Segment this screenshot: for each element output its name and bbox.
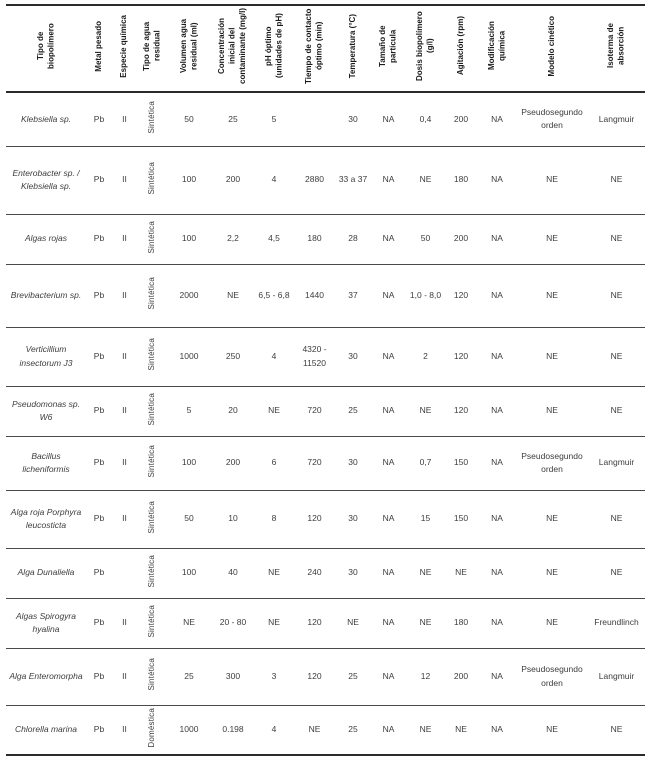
- column-header-temperature: [336, 5, 370, 92]
- cell-temperature: 30: [348, 567, 358, 578]
- cell-optimal-ph: NE: [268, 617, 280, 628]
- wastewater-type-vertical-label: Sintética: [146, 100, 156, 134]
- cell-heavy-metal: Pb: [93, 405, 105, 416]
- cell-contact-time: 720: [307, 405, 322, 416]
- column-header-label: Modificación química: [486, 21, 506, 71]
- cell-wastewater-type: [137, 327, 167, 386]
- cell-chemical-species: II: [122, 513, 127, 524]
- cell-chemical-modification: NA: [491, 289, 503, 300]
- cell-temperature: 25: [348, 670, 358, 681]
- cell-water-volume: 2000: [179, 289, 199, 300]
- cell-chemical-species: II: [122, 457, 127, 468]
- column-header-label: Volumen agua residual (ml): [178, 18, 198, 74]
- cell-heavy-metal: Pb: [93, 233, 105, 244]
- cell-absorption-isotherm: NE: [610, 567, 623, 578]
- cell-water-volume: 5: [186, 405, 192, 416]
- column-header-contact-time: [293, 5, 336, 92]
- cell-particle-size: NA: [382, 724, 395, 735]
- cell-absorption-isotherm: NE: [610, 233, 623, 244]
- cell-biopolymer-dose: 0,4: [419, 113, 432, 124]
- column-header-agitation: [444, 5, 478, 92]
- column-header-water-volume: [167, 5, 211, 92]
- cell-optimal-ph: NE: [268, 405, 280, 416]
- cell-temperature: 30: [348, 350, 358, 361]
- cell-particle-size: NA: [382, 670, 395, 681]
- cell-agitation: 120: [453, 289, 469, 300]
- column-header-label: Dosis biopolímero (g/l): [415, 11, 435, 81]
- table-row: [6, 92, 645, 146]
- cell-heavy-metal: Pb: [93, 457, 105, 468]
- column-header-label: Isoterma de absorción: [606, 23, 626, 69]
- cell-biopolymer-type: Brevibacterium sp.: [10, 289, 82, 300]
- wastewater-type-vertical-label: Sintética: [146, 554, 156, 588]
- table-row: [6, 436, 645, 490]
- wastewater-type-vertical-label: Doméstica: [146, 707, 156, 748]
- cell-particle-size: NA: [382, 350, 395, 361]
- cell-contact-time: NE: [308, 724, 321, 735]
- cell-contact-time: 120: [307, 513, 322, 524]
- cell-temperature: 30: [348, 113, 358, 124]
- cell-contact-time: 2880: [305, 174, 324, 185]
- table-row: [6, 490, 645, 548]
- cell-optimal-ph: 4: [271, 174, 277, 185]
- cell-particle-size: NA: [382, 457, 395, 468]
- cell-wastewater-type: [137, 436, 167, 490]
- cell-kinetic-model: NE: [546, 724, 558, 735]
- cell-particle-size: NA: [382, 174, 395, 185]
- cell-particle-size: NA: [382, 617, 395, 628]
- column-header-chemical-modification: [478, 5, 516, 92]
- cell-agitation: NE: [455, 567, 467, 578]
- cell-chemical-modification: NA: [491, 233, 503, 244]
- cell-absorption-isotherm: NE: [610, 405, 623, 416]
- cell-heavy-metal: Pb: [93, 174, 105, 185]
- cell-heavy-metal: Pb: [93, 113, 105, 124]
- cell-initial-concentration: 40: [228, 567, 238, 578]
- cell-initial-concentration: 300: [225, 670, 241, 681]
- cell-chemical-modification: NA: [491, 113, 503, 124]
- cell-wastewater-type: [137, 386, 167, 436]
- cell-agitation: 200: [453, 113, 469, 124]
- column-header-chemical-species: [112, 5, 137, 92]
- cell-biopolymer-dose: NE: [419, 617, 432, 628]
- table-row: [6, 648, 645, 705]
- cell-kinetic-model: NE: [546, 289, 558, 300]
- cell-wastewater-type: [137, 490, 167, 548]
- cell-contact-time: 180: [307, 233, 322, 244]
- column-header-label: Agitación (rpm): [455, 16, 465, 76]
- cell-optimal-ph: NE: [268, 567, 280, 578]
- column-header-label: Concentración inicial del contaminante (mg/l): [217, 7, 248, 84]
- cell-water-volume: 100: [181, 174, 197, 185]
- column-header-particle-size: [370, 5, 407, 92]
- cell-biopolymer-dose: 50: [420, 233, 431, 244]
- column-header-label: Tamaño de partícula: [378, 25, 398, 67]
- cell-particle-size: NA: [382, 113, 395, 124]
- cell-temperature: 25: [348, 724, 358, 735]
- cell-water-volume: 1000: [179, 724, 199, 735]
- cell-heavy-metal: Pb: [93, 289, 105, 300]
- cell-contact-time: 1440: [305, 289, 324, 300]
- cell-particle-size: NA: [382, 289, 395, 300]
- cell-biopolymer-type: Klebsiella sp.: [20, 113, 72, 124]
- cell-chemical-species: II: [122, 174, 127, 185]
- cell-absorption-isotherm: Freundlinch: [594, 617, 639, 628]
- cell-agitation: 180: [453, 174, 469, 185]
- column-header-kinetic-model: [516, 5, 588, 92]
- cell-chemical-species: [112, 548, 137, 598]
- cell-optimal-ph: 4: [271, 724, 277, 735]
- wastewater-type-vertical-label: Sintética: [146, 277, 156, 310]
- cell-agitation: 120: [453, 350, 469, 361]
- cell-absorption-isotherm: NE: [610, 289, 623, 300]
- wastewater-type-vertical-label: Sintética: [146, 604, 156, 638]
- cell-wastewater-type: [137, 214, 167, 264]
- cell-biopolymer-dose: 0,7: [419, 457, 432, 468]
- cell-contact-time: 720: [307, 457, 322, 468]
- table-row: [6, 264, 645, 327]
- cell-kinetic-model: NE: [546, 174, 558, 185]
- table-row: [6, 327, 645, 386]
- cell-biopolymer-type: Algas rojas: [24, 233, 68, 244]
- cell-particle-size: NA: [382, 567, 395, 578]
- column-header-label: Temperatura (°C): [347, 13, 357, 79]
- cell-optimal-ph: 4: [271, 350, 277, 361]
- column-header-label: pH óptimo (unidades de pH): [263, 13, 283, 79]
- cell-agitation: 120: [453, 405, 469, 416]
- cell-biopolymer-type: Bacillus licheniformis: [22, 450, 70, 474]
- cell-water-volume: 50: [184, 513, 194, 524]
- table-row: [6, 548, 645, 598]
- cell-absorption-isotherm: Langmuir: [598, 113, 635, 124]
- cell-initial-concentration: NE: [227, 289, 239, 300]
- cell-water-volume: NE: [183, 617, 195, 628]
- cell-water-volume: 50: [184, 113, 194, 124]
- cell-heavy-metal: Pb: [93, 513, 105, 524]
- cell-initial-concentration: 20: [228, 405, 238, 416]
- cell-biopolymer-type: Pseudomonas sp. W6: [11, 398, 81, 422]
- cell-agitation: 200: [453, 670, 469, 681]
- cell-wastewater-type: [137, 92, 167, 146]
- cell-chemical-modification: NA: [491, 350, 503, 361]
- cell-initial-concentration: 200: [225, 174, 241, 185]
- cell-chemical-modification: NA: [491, 617, 503, 628]
- wastewater-type-vertical-label: Sintética: [146, 220, 156, 254]
- wastewater-type-vertical-label: Sintética: [146, 658, 156, 691]
- cell-chemical-modification: NA: [491, 174, 503, 185]
- cell-chemical-species: II: [122, 617, 127, 628]
- cell-agitation: 150: [453, 513, 469, 524]
- cell-biopolymer-dose: 2: [423, 350, 428, 361]
- wastewater-type-vertical-label: Sintética: [146, 161, 156, 195]
- biosorption-table: [6, 4, 645, 756]
- cell-kinetic-model: Pseudosegundo orden: [521, 664, 583, 688]
- table-row: [6, 598, 645, 648]
- cell-water-volume: 25: [184, 670, 194, 681]
- cell-absorption-isotherm: NE: [610, 350, 623, 361]
- cell-wastewater-type: [137, 264, 167, 327]
- cell-heavy-metal: Pb: [93, 724, 105, 735]
- column-header-initial-concentration: [211, 5, 255, 92]
- cell-contact-time: 120: [307, 670, 322, 681]
- cell-particle-size: NA: [382, 405, 395, 416]
- wastewater-type-vertical-label: Sintética: [146, 500, 156, 534]
- cell-wastewater-type: [137, 548, 167, 598]
- table-row: [6, 386, 645, 436]
- cell-initial-concentration: 0.198: [222, 724, 244, 735]
- cell-chemical-modification: NA: [491, 513, 503, 524]
- cell-initial-concentration: 2,2: [227, 233, 239, 244]
- column-header-wastewater-type: [137, 5, 167, 92]
- wastewater-type-vertical-label: Sintética: [146, 444, 156, 478]
- cell-kinetic-model: NE: [546, 617, 558, 628]
- column-header-biopolymer-dose: [407, 5, 444, 92]
- cell-optimal-ph: 8: [271, 513, 277, 524]
- cell-temperature: 30: [348, 513, 358, 524]
- cell-water-volume: 100: [181, 567, 197, 578]
- cell-kinetic-model: NE: [546, 233, 558, 244]
- column-header-label: Especie química: [119, 14, 129, 78]
- cell-temperature: 33 a 37: [338, 174, 368, 185]
- cell-particle-size: NA: [382, 513, 395, 524]
- cell-heavy-metal: Pb: [93, 567, 105, 578]
- cell-chemical-modification: NA: [491, 457, 503, 468]
- table-header: [6, 5, 645, 92]
- wastewater-type-vertical-label: Sintética: [146, 338, 156, 371]
- cell-temperature: 30: [348, 457, 358, 468]
- cell-kinetic-model: NE: [546, 350, 558, 361]
- column-header-heavy-metal: [86, 5, 112, 92]
- cell-temperature: 25: [348, 405, 358, 416]
- cell-absorption-isotherm: NE: [610, 724, 623, 735]
- cell-temperature: 37: [348, 289, 358, 300]
- cell-optimal-ph: 3: [271, 670, 277, 681]
- cell-wastewater-type: [137, 146, 167, 214]
- column-header-label: Tiempo de contacto óptimo (min): [304, 8, 324, 84]
- cell-particle-size: NA: [382, 233, 395, 244]
- cell-biopolymer-type: Alga Dunaliella: [17, 567, 75, 578]
- cell-initial-concentration: 250: [225, 350, 241, 361]
- cell-biopolymer-type: Algas Spirogyra hyalina: [15, 610, 76, 634]
- cell-chemical-species: II: [122, 724, 127, 735]
- cell-kinetic-model: Pseudosegundo orden: [521, 107, 583, 131]
- cell-biopolymer-dose: NE: [419, 405, 432, 416]
- cell-biopolymer-dose: 12: [420, 670, 431, 681]
- cell-optimal-ph: 6: [271, 457, 277, 468]
- cell-biopolymer-dose: 1,0 - 8,0: [409, 289, 442, 300]
- cell-initial-concentration: 10: [228, 513, 238, 524]
- cell-biopolymer-type: Enterobacter sp. / Klebsiella sp.: [12, 167, 80, 191]
- cell-biopolymer-dose: 15: [420, 513, 431, 524]
- cell-chemical-modification: NA: [491, 670, 503, 681]
- cell-initial-concentration: 200: [225, 457, 241, 468]
- column-header-label: Tipo de biopolímero: [35, 23, 55, 69]
- cell-biopolymer-type: Chlorella marina: [15, 724, 77, 735]
- cell-heavy-metal: Pb: [93, 670, 105, 681]
- cell-biopolymer-type: Alga roja Porphyra leucosticta: [10, 506, 82, 530]
- column-header-label: Modelo cinético: [546, 15, 556, 77]
- cell-wastewater-type: [137, 648, 167, 705]
- cell-agitation: NE: [455, 724, 467, 735]
- cell-heavy-metal: Pb: [93, 350, 105, 361]
- table-row: [6, 214, 645, 264]
- cell-optimal-ph: 6,5 - 6,8: [258, 289, 290, 300]
- cell-chemical-species: II: [122, 233, 127, 244]
- cell-water-volume: 100: [181, 233, 197, 244]
- cell-chemical-modification: NA: [491, 567, 503, 578]
- header-row: [6, 5, 645, 92]
- table-row: [6, 705, 645, 755]
- cell-contact-time: [293, 92, 336, 146]
- cell-contact-time: 4320 - 11520: [302, 344, 327, 368]
- cell-water-volume: 100: [181, 457, 197, 468]
- cell-initial-concentration: 20 - 80: [219, 617, 247, 628]
- cell-temperature: NE: [347, 617, 359, 628]
- cell-biopolymer-type: Alga Enteromorpha: [9, 670, 83, 681]
- cell-heavy-metal: Pb: [93, 617, 105, 628]
- cell-wastewater-type: [137, 705, 167, 755]
- cell-initial-concentration: 25: [228, 113, 238, 124]
- cell-absorption-isotherm: NE: [610, 513, 623, 524]
- cell-kinetic-model: Pseudosegundo orden: [521, 450, 583, 474]
- cell-absorption-isotherm: Langmuir: [598, 670, 635, 681]
- cell-kinetic-model: NE: [546, 567, 558, 578]
- cell-chemical-modification: NA: [491, 724, 503, 735]
- cell-chemical-modification: NA: [491, 405, 503, 416]
- cell-chemical-species: II: [122, 113, 127, 124]
- cell-contact-time: 120: [307, 617, 322, 628]
- table-body: [6, 92, 645, 755]
- column-header-biopolymer-type: [6, 5, 86, 92]
- cell-optimal-ph: 4,5: [268, 233, 280, 244]
- column-header-label: Tipo de agua residual: [141, 21, 161, 71]
- cell-contact-time: 240: [307, 567, 322, 578]
- cell-chemical-species: II: [122, 350, 127, 361]
- cell-optimal-ph: 5: [271, 113, 277, 124]
- cell-temperature: 28: [348, 233, 358, 244]
- cell-biopolymer-dose: NE: [419, 174, 432, 185]
- column-header-label: Metal pesado: [93, 20, 103, 72]
- cell-chemical-species: II: [122, 405, 127, 416]
- cell-absorption-isotherm: NE: [610, 174, 623, 185]
- cell-agitation: 200: [453, 233, 469, 244]
- cell-agitation: 150: [453, 457, 469, 468]
- column-header-optimal-ph: [255, 5, 293, 92]
- wastewater-type-vertical-label: Sintética: [146, 392, 156, 426]
- cell-kinetic-model: NE: [546, 405, 558, 416]
- cell-wastewater-type: [137, 598, 167, 648]
- cell-biopolymer-dose: NE: [419, 567, 432, 578]
- cell-agitation: 180: [453, 617, 469, 628]
- cell-chemical-species: II: [122, 670, 127, 681]
- cell-kinetic-model: NE: [546, 513, 558, 524]
- cell-biopolymer-dose: NE: [419, 724, 432, 735]
- table-row: [6, 146, 645, 214]
- cell-chemical-species: II: [122, 289, 127, 300]
- cell-absorption-isotherm: Langmuir: [598, 457, 635, 468]
- cell-biopolymer-type: Verticillium insectorum J3: [19, 344, 73, 368]
- column-header-absorption-isotherm: [588, 5, 645, 92]
- cell-water-volume: 1000: [179, 350, 199, 361]
